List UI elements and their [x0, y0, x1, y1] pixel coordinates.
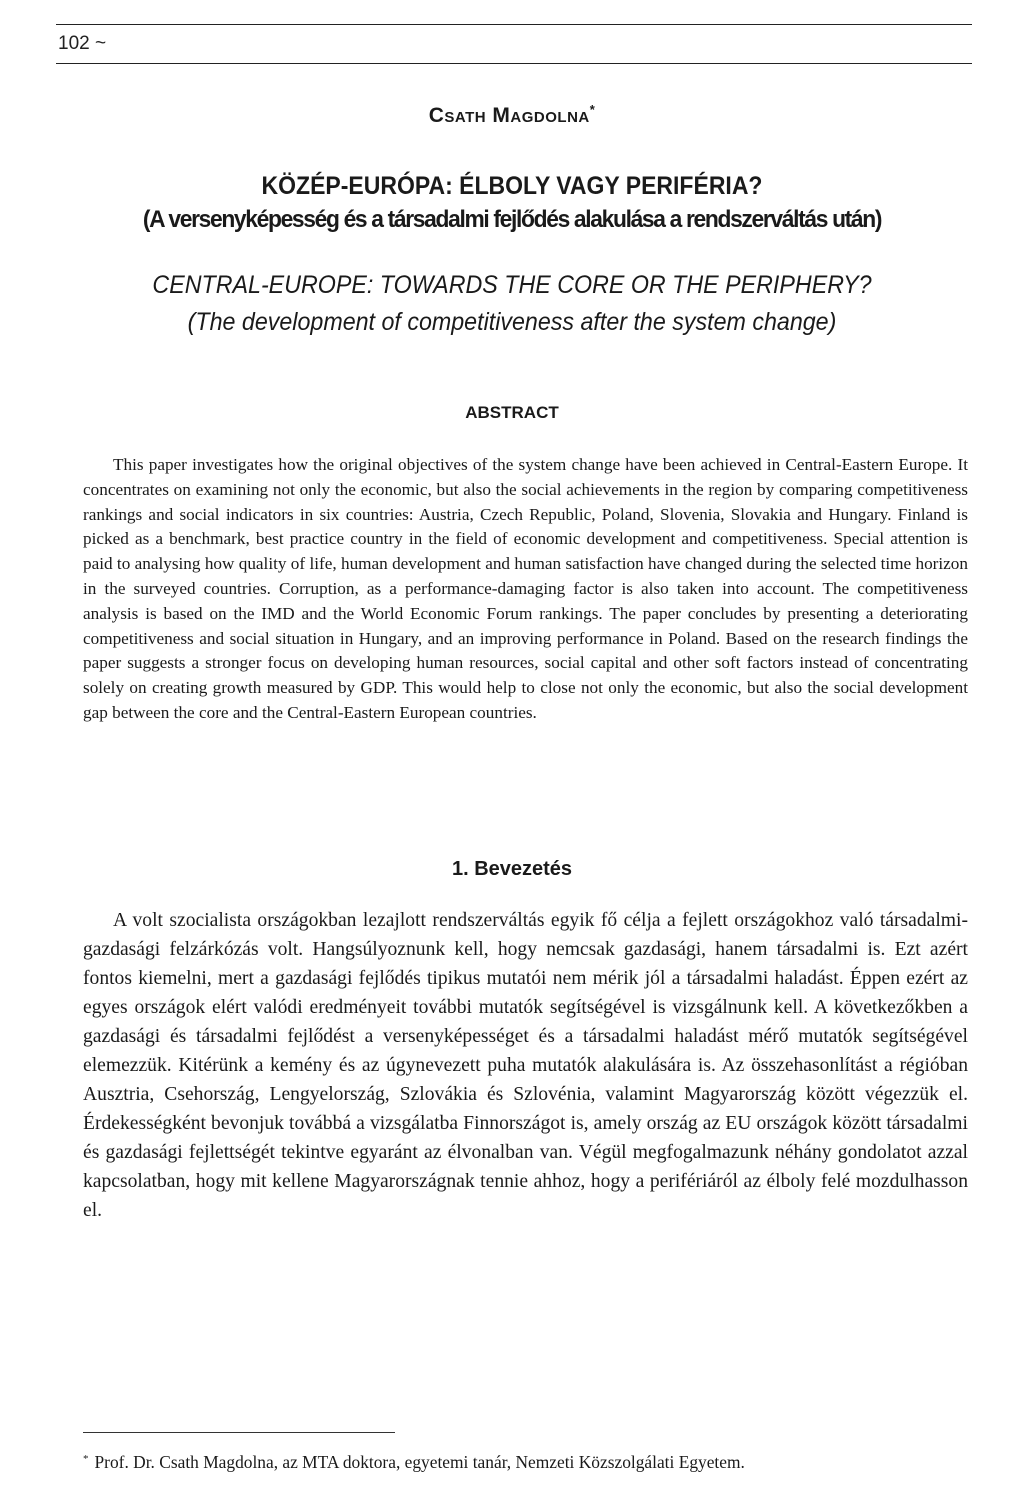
footnote-marker: * [83, 1453, 89, 1465]
author-name-text: Csath Magdolna [428, 104, 590, 127]
author-name [0, 102, 1024, 128]
section-heading: 1. Bevezetés [451, 858, 573, 880]
footnote [83, 1448, 973, 1473]
introduction-paragraph: A volt szocialista országokban lezajlott rendszerváltás egyik fő célja a fejlett országokhoz való társadalmi-gazdasági felzárkózás volt. Hangsúlyoznunk kell, hogy nemcsak gazdasági, hanem társadalmi is. Ezt azért fontos kiemelni, mert a gazdasági fejlődés tipikus mutatói nem mérik jól a társadalmi haladást. Éppen ezért az egyes országok elért valódi eredményeit további mutatók segítségével is vizsgálnunk kell. A következőkben a gazdasági és társadalmi fejlődést a versenyképességet és a társadalmi haladást mérő mutatók segítségével elemezzük. Kitérünk a kemény és az úgynevezett puha mutatók alakulására is. Az összehasonlítást a régióban Ausztria, Csehország, Lengyelország, Szlovákia és Szlovénia, valamint Magyarország között végezzük el. Érdekességként bevonjuk továbbá a vizsgálatba Finnországot is, amely ország az EU országok között társadalmi és gazdasági fejlettségét tekintve egyaránt az élvonalban van. Végül megfogalmazunk néhány gondolatot azzal kapcsolatban, hogy mit kellene Magyarországnak tennie ahhoz, hogy a perifériáról az élboly felé mozdulhasson el. [83, 910, 968, 1221]
article-subtitle-hungarian: (A versenyképesség és a társadalmi fejlődés alakulása a rendszerváltás után) [142, 206, 882, 233]
author-footnote-marker: * [589, 102, 596, 117]
running-header [56, 24, 972, 64]
article-subtitle-english: (The development of competitiveness after the system change) [187, 308, 837, 336]
article-title-hungarian: KÖZÉP-EURÓPA: ÉLBOLY VAGY PERIFÉRIA? [261, 172, 763, 200]
footnote-divider [83, 1432, 395, 1433]
page-number: 102 ~ [58, 33, 107, 54]
article-title-english: CENTRAL-EUROPE: TOWARDS THE CORE OR THE PERIPHERY? [152, 271, 872, 299]
abstract-paragraph: This paper investigates how the original objectives of the system change have been achieved in Central-Eastern Europe. It concentrates on examining not only the economic, but also the social achievements in the region by comparing competitiveness rankings and social indicators in six countries: Austria, Czech Republic, Poland, Slovenia, Slovakia and Hungary. Finland is picked as a benchmark, best practice country in the field of economic development and competitiveness. Special attention is paid to analysing how quality of life, human development and human satisfaction have changed during the selected time horizon in the surveyed countries. Corruption, as a performance-damaging factor is also taken into account. The competitiveness analysis is based on the IMD and the World Economic Forum rankings. The paper concludes by presenting a deteriorating competitiveness and social situation in Hungary, and an improving performance in Poland. Based on the research findings the paper suggests a stronger focus on developing human resources, social capital and other soft factors instead of concentrating solely on creating growth measured by GDP. This would help to close not only the economic, but also the social development gap between the core and the Central-Eastern European countries. [83, 455, 968, 722]
footnote-text: Prof. Dr. Csath Magdolna, az MTA doktora, egyetemi tanár, Nemzeti Közszolgálati Egyetem. [94, 1452, 745, 1472]
abstract-heading: ABSTRACT [465, 403, 559, 422]
